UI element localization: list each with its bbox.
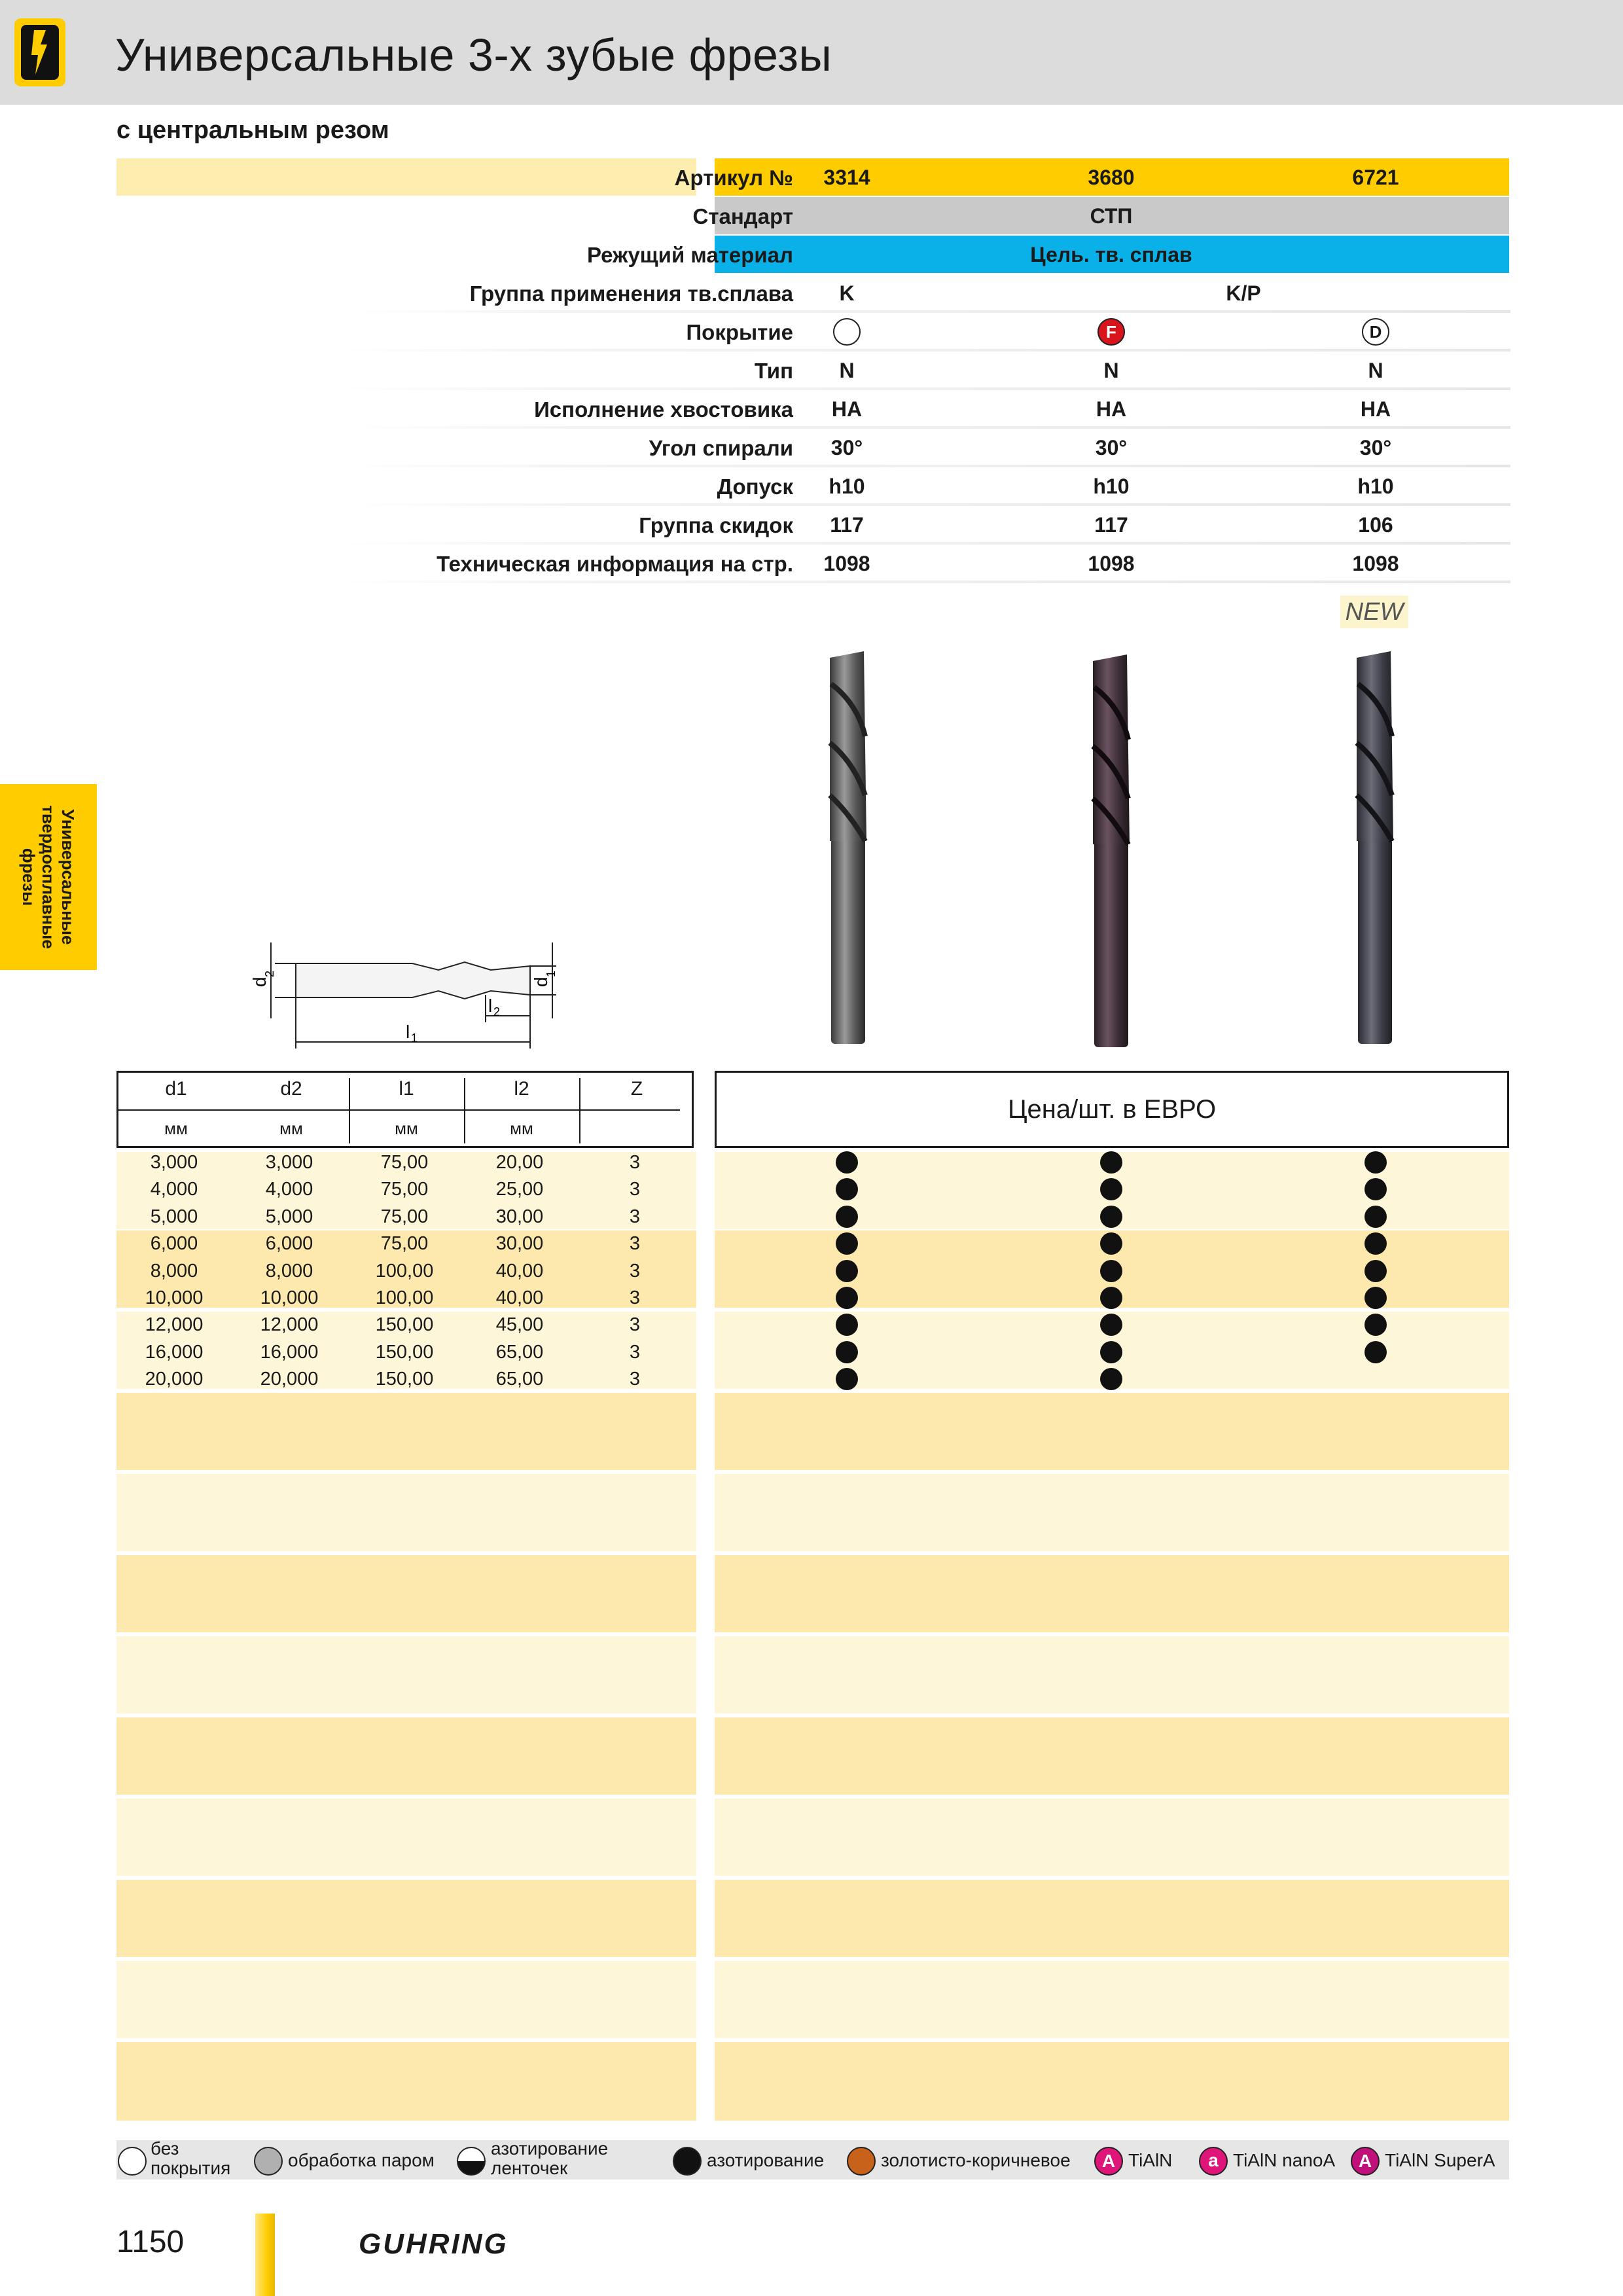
availability-dot-icon[interactable] [1100, 1287, 1122, 1309]
cell-d2: 10,000 [260, 1287, 319, 1308]
cell-d1: 8,000 [150, 1260, 198, 1282]
cell-d2: 20,000 [260, 1369, 319, 1390]
cell-d1: 12,000 [145, 1314, 204, 1336]
table-band [116, 1474, 696, 1551]
spec-value: 1098 [1352, 552, 1399, 575]
spec-label: Допуск [717, 475, 793, 499]
cell-l1: 150,00 [375, 1369, 434, 1390]
cell-l2: 65,00 [495, 1341, 544, 1363]
table-band [116, 1880, 696, 1957]
cell-l1: 100,00 [375, 1287, 434, 1308]
cell-l1: 75,00 [380, 1152, 429, 1173]
steam-icon [254, 2147, 283, 2176]
spec-label: Стандарт [692, 204, 793, 228]
spec-value: HA [1096, 397, 1127, 421]
spec-label: Угол спирали [649, 436, 793, 460]
cell-d1: 16,000 [145, 1341, 204, 1363]
availability-dot-icon[interactable] [1364, 1232, 1387, 1255]
spec-value: N [1103, 359, 1119, 382]
cell-d1: 20,000 [145, 1369, 204, 1390]
cell-l2: 25,00 [495, 1179, 544, 1200]
section-subtitle: с центральным резом [116, 117, 389, 144]
l2-label: l [488, 996, 493, 1016]
gold-brown-icon [847, 2147, 876, 2176]
table-row [116, 1204, 694, 1230]
cell-z: 3 [629, 1206, 641, 1227]
spec-value: 30° [1359, 436, 1392, 459]
spec-value: 30° [1095, 436, 1128, 459]
land-nitrided-icon [457, 2147, 486, 2176]
uncoated-icon [833, 318, 861, 346]
spec-label: Артикул № [674, 166, 793, 190]
spec-value: HA [831, 397, 863, 421]
availability-dot-icon[interactable] [1100, 1260, 1122, 1282]
table-row [116, 1339, 694, 1366]
spec-value: N [1368, 359, 1383, 382]
spec-value: Цель. тв. сплав [1030, 243, 1192, 266]
chapter-tab-label: Универсальные твердосплавные фрезы [19, 805, 78, 949]
spec-row [116, 158, 1510, 197]
nitrided-icon [673, 2147, 702, 2176]
category-logo-icon [14, 18, 65, 86]
dimension-drawing [242, 929, 569, 1086]
spec-value: h10 [1093, 475, 1130, 498]
cell-d2: 6,000 [265, 1233, 313, 1255]
spec-row [116, 274, 1510, 313]
availability-dot-icon[interactable] [1364, 1341, 1387, 1363]
table-band [715, 1474, 1509, 1551]
cell-l2: 45,00 [495, 1314, 544, 1336]
spec-row [116, 236, 1510, 274]
table-row [116, 1149, 694, 1176]
cell-z: 3 [629, 1314, 641, 1336]
spec-value: 30° [830, 436, 863, 459]
spec-label: Покрытие [686, 320, 793, 344]
table-band [116, 1717, 696, 1795]
cell-z: 3 [629, 1152, 641, 1173]
table-band [715, 1717, 1509, 1795]
spec-label: Режущий материал [586, 243, 793, 267]
spec-value: 1098 [823, 552, 870, 575]
table-band [116, 1555, 696, 1632]
cell-l1: 150,00 [375, 1314, 434, 1336]
cell-d2: 3,000 [265, 1152, 313, 1173]
spec-value: 3680 [1088, 166, 1135, 189]
table-row [116, 1230, 694, 1257]
svg-text:1: 1 [544, 970, 558, 977]
cell-z: 3 [629, 1341, 641, 1363]
cell-l2: 30,00 [495, 1206, 544, 1227]
cell-l1: 75,00 [380, 1206, 429, 1227]
cell-z: 3 [629, 1287, 641, 1308]
col-z: Z [630, 1078, 643, 1100]
cell-d2: 16,000 [260, 1341, 319, 1363]
availability-dot-icon[interactable] [1100, 1368, 1122, 1390]
table-row [116, 1285, 694, 1312]
table-band [715, 1880, 1509, 1957]
cell-d2: 8,000 [265, 1260, 313, 1282]
cell-l2: 40,00 [495, 1260, 544, 1282]
cell-z: 3 [629, 1260, 641, 1282]
cell-z: 3 [629, 1369, 641, 1390]
spec-label: Тип [754, 359, 793, 383]
footer-accent-bar [255, 2214, 275, 2296]
spec-value: 117 [830, 513, 864, 537]
spec-row [116, 506, 1510, 545]
cell-l2: 30,00 [495, 1233, 544, 1255]
table-band [116, 1961, 696, 2038]
cell-l2: 40,00 [495, 1287, 544, 1308]
cell-d2: 12,000 [260, 1314, 319, 1336]
spec-value: СТП [1090, 204, 1133, 228]
availability-dot-icon[interactable] [1364, 1151, 1387, 1174]
spec-row [116, 351, 1510, 390]
unit-d1: мм [164, 1119, 188, 1138]
tialn-supera-icon: A [1351, 2147, 1380, 2176]
cell-d1: 3,000 [150, 1152, 198, 1173]
cell-d2: 4,000 [265, 1179, 313, 1200]
availability-dot-icon[interactable] [836, 1368, 858, 1390]
availability-dot-icon[interactable] [1100, 1206, 1122, 1228]
table-row [116, 1258, 694, 1285]
spec-value: N [839, 359, 855, 382]
col-l1: l1 [399, 1078, 414, 1100]
table-band [116, 2042, 696, 2121]
table-band [116, 1393, 696, 1470]
spec-value: 117 [1094, 513, 1128, 537]
table-row [116, 1312, 694, 1338]
page-title: Универсальные 3-х зубые фрезы [115, 29, 832, 81]
spec-row [116, 197, 1510, 236]
availability-dot-icon[interactable] [1100, 1232, 1122, 1255]
spec-row [116, 467, 1510, 506]
spec-value: 1098 [1088, 552, 1135, 575]
spec-value: 6721 [1352, 166, 1399, 189]
table-band [116, 1636, 696, 1713]
availability-dot-icon[interactable] [1364, 1287, 1387, 1309]
col-d2: d2 [280, 1078, 302, 1100]
availability-dot-icon[interactable] [836, 1341, 858, 1363]
cell-l1: 75,00 [380, 1179, 429, 1200]
cell-d2: 5,000 [265, 1206, 313, 1227]
end-mill-image-3314 [818, 645, 877, 1057]
coating-legend: без покрытия обработка паром азотирование ленточек азотирование золотисто-коричневое A TiAlN a TiAlN nanoA A TiAlN SuperA [116, 2140, 1509, 2179]
table-band [116, 1799, 696, 1876]
tialn-nano-icon: a [1199, 2147, 1228, 2176]
table-row [116, 1176, 694, 1203]
d2-label: d [249, 977, 270, 987]
col-d1: d1 [165, 1078, 187, 1100]
spec-value: h10 [1357, 475, 1394, 498]
new-badge: NEW [1340, 596, 1408, 628]
table-band [715, 1636, 1509, 1713]
cell-d1: 6,000 [150, 1233, 198, 1255]
spec-value: h10 [829, 475, 865, 498]
availability-dot-icon[interactable] [836, 1151, 858, 1174]
table-band [715, 1555, 1509, 1632]
cell-z: 3 [629, 1233, 641, 1255]
d1-label: d [531, 977, 551, 987]
price-column-header: Цена/шт. в ЕВРО [715, 1071, 1509, 1148]
spec-row [116, 390, 1510, 429]
spec-value: HA [1360, 397, 1391, 421]
unit-d2: мм [279, 1119, 303, 1138]
cell-l2: 20,00 [495, 1152, 544, 1173]
availability-dot-icon[interactable] [1100, 1341, 1122, 1363]
cell-l1: 100,00 [375, 1260, 434, 1282]
spec-label: Исполнение хвостовика [534, 397, 793, 422]
uncoated-icon [118, 2147, 147, 2176]
availability-dot-icon[interactable] [836, 1232, 858, 1255]
tialn-icon: A [1094, 2147, 1123, 2176]
cell-d1: 10,000 [145, 1287, 204, 1308]
spec-value: 106 [1358, 513, 1393, 537]
svg-text:2: 2 [493, 1005, 501, 1018]
table-band [715, 1961, 1509, 2038]
spec-row [116, 545, 1510, 583]
table-band [715, 1393, 1509, 1470]
end-mill-image-6721 [1345, 645, 1404, 1057]
cell-z: 3 [629, 1179, 641, 1200]
availability-dot-icon[interactable] [1364, 1260, 1387, 1282]
l1-label: l [406, 1022, 410, 1042]
chapter-tab[interactable] [0, 784, 97, 970]
page-header [0, 0, 1623, 105]
cell-d1: 5,000 [150, 1206, 198, 1227]
table-band [715, 1799, 1509, 1876]
coating-f-icon: F [1097, 318, 1125, 346]
cell-l2: 65,00 [495, 1369, 544, 1390]
availability-dot-icon[interactable] [836, 1206, 858, 1228]
spec-label: Группа скидок [639, 513, 793, 537]
unit-l2: мм [510, 1119, 533, 1138]
availability-dot-icon[interactable] [836, 1260, 858, 1282]
availability-dot-icon[interactable] [1364, 1206, 1387, 1228]
spec-label: Техническая информация на стр. [437, 552, 793, 576]
cell-l1: 150,00 [375, 1341, 434, 1363]
svg-text:2: 2 [263, 970, 276, 977]
table-band [715, 2042, 1509, 2121]
spec-value: K/P [1226, 281, 1261, 305]
end-mill-image-3680 [1081, 648, 1140, 1060]
dimensions-table-header [116, 1071, 694, 1148]
coating-d-icon: D [1362, 318, 1389, 346]
spec-row [116, 313, 1510, 351]
spec-row [116, 429, 1510, 467]
table-row [116, 1366, 694, 1393]
availability-dot-icon[interactable] [1100, 1151, 1122, 1174]
availability-dot-icon[interactable] [836, 1287, 858, 1309]
brand-logo: GUHRING [359, 2228, 508, 2260]
spec-value: K [839, 281, 855, 305]
cell-l1: 75,00 [380, 1233, 429, 1255]
svg-text:1: 1 [411, 1031, 418, 1045]
cell-d1: 4,000 [150, 1179, 198, 1200]
page-number: 1150 [116, 2225, 185, 2259]
spec-value: 3314 [823, 166, 870, 189]
col-l2: l2 [514, 1078, 529, 1100]
spec-label: Группа применения тв.сплава [469, 281, 793, 306]
unit-l1: мм [395, 1119, 418, 1138]
